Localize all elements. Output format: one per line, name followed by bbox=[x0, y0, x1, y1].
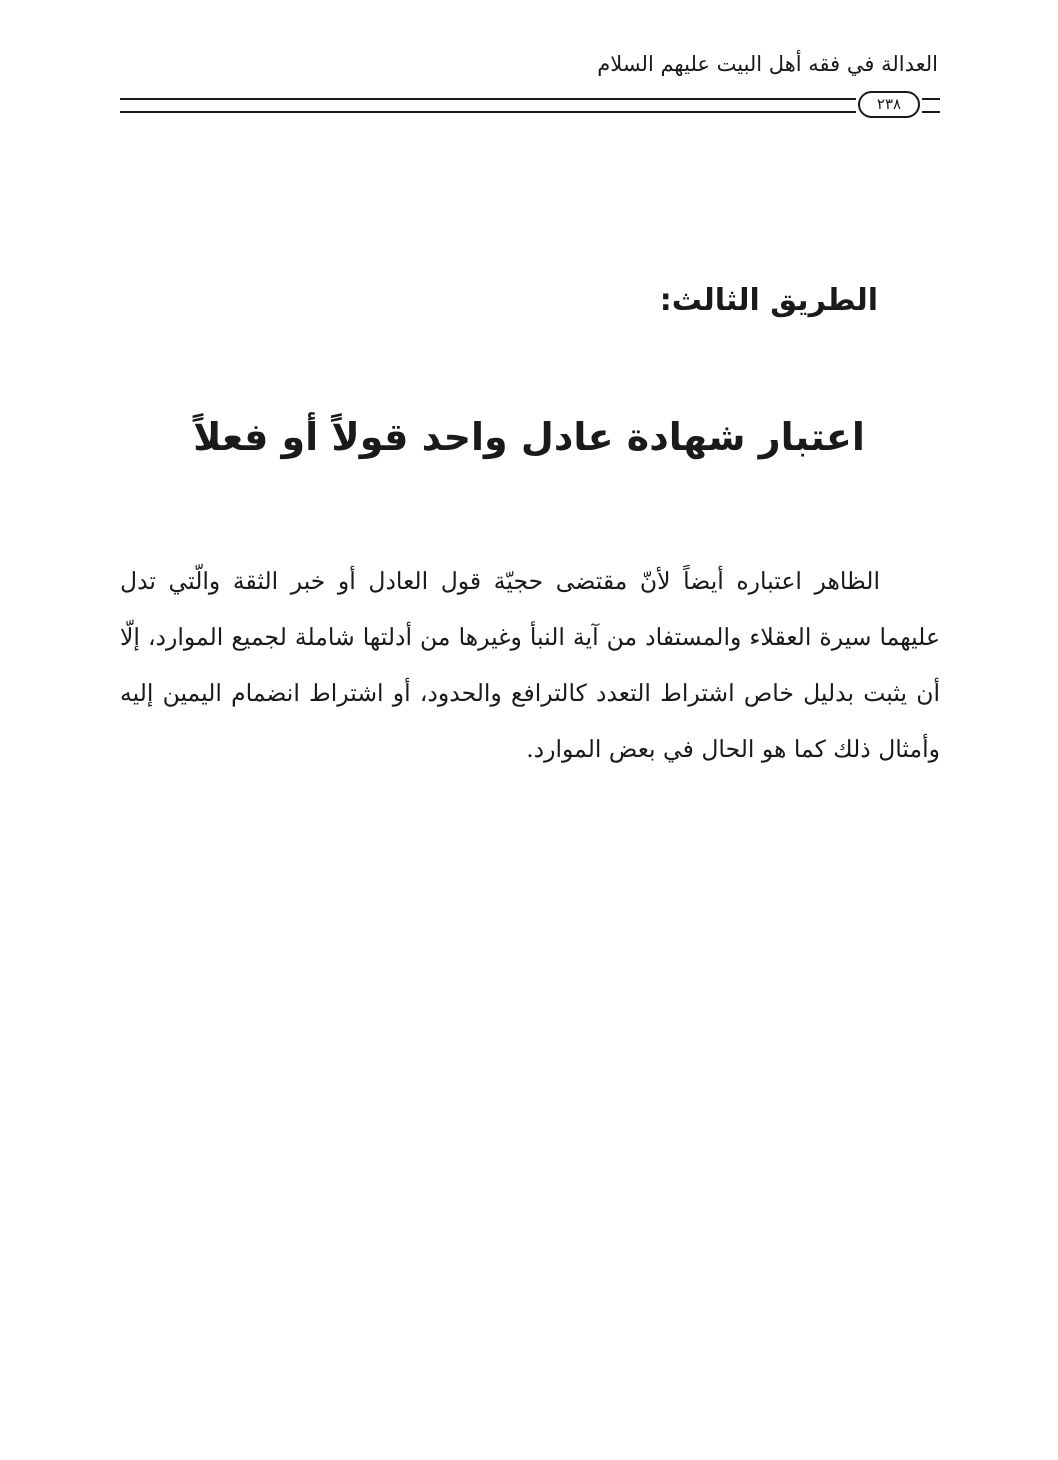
section-heading: اعتبار شهادة عادل واحد قولاً أو فعلاً bbox=[193, 415, 865, 459]
section-label: الطريق الثالث: bbox=[659, 283, 878, 318]
header-rule-tail-top bbox=[922, 98, 940, 100]
running-head-title: العدالة في فقه أهل البيت عليهم السلام bbox=[597, 52, 938, 76]
header-rule-tail-bottom bbox=[922, 111, 940, 113]
page-number: ٢٣٨ bbox=[876, 95, 902, 113]
body-paragraph: الظاهر اعتباره أيضاً لأنّ مقتضى حجيّة قول العادل أو خبر الثقة والّتي تدل عليهما سيرة العقلاء والمستفاد من آية النبأ وغيرها من أدلتها شاملة لجميع الموارد، إلّا أن يثبت بدليل خاص اشتراط التعدد كالترافع والحدود، أو اشتراط انضمام اليمين إليه وأمثال ذلك كما هو الحال في بعض الموارد. bbox=[120, 567, 940, 763]
header-rule-top bbox=[120, 98, 856, 100]
page-number-badge bbox=[858, 91, 920, 118]
header-rule-bottom bbox=[120, 111, 856, 113]
